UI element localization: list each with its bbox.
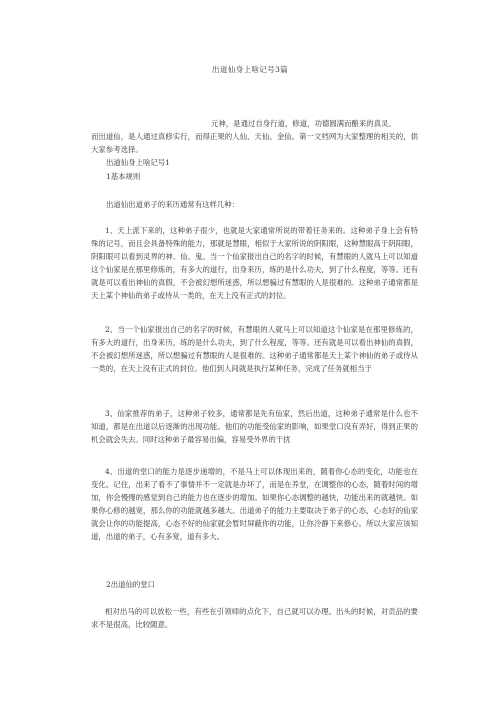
paragraph-1: 1、天上派下来的，这种弟子很少，也就是大家通常所说的带着任务来的。这种弟子身上会有特殊的记号，而且会具备特殊的能力，那就是慧眼，相似于大家所说的阴阳眼，这种慧眼高于阴阳眼，阴阳眼可以看到灵界的神、仙、鬼。当一个仙家报出自己的名字的时候，有慧眼的人就马上可以知道这个仙家是在那里修炼的，有多大的道行，出身来历，练的是什么功夫，到了什么程度，等等。还有就是可以看出神仙的真假，不会被幻想所迷惑，所以想骗过有慧眼的人是很难的。这种弟子通常都是天上某个神仙的弟子或侍从一类的，在天上没有正式的封位。 <box>91 226 418 301</box>
paragraph-5: 相对出马的可以放松一些，有些在引领师的点化下，自己就可以办理。出头的时候，对贡品的要求不是很高，比较随意。 <box>91 607 418 630</box>
paragraph-2: 2、当一个仙家报出自己的名字的时候，有慧眼的人就马上可以知道这个仙家是在那里修炼的，有多大的道行，出身来历，练的是什么功夫，到了什么程度，等等。还有就是可以看出神仙的真假，不会被幻想所迷惑，所以想骗过有慧眼的人是很难的。这种弟子通常都是天上某个神仙的弟子或侍从一类的，在天上没有正式的封位。他们到人间就是执行某种任务，完成了任务就相当于 <box>91 325 418 374</box>
subheading-1: 1基本规则 <box>106 172 141 181</box>
paragraph-3: 3、仙家推荐的弟子，这种弟子较多，通常都是先有仙家，然后出道，这种弟子通常是什么也不知道，都是在出道以后逐渐的出现功能。他们的功能受仙家的影响，如果堂口没有弄好，得到正果的机会就会失去。同时这种弟子最容易出偏，容易受外界的干扰 <box>91 409 418 445</box>
paragraph-4: 4、出道的堂口的能力是逐步递增的，不是马上可以体现出来的，随着你心态的变化，功能也在变化。记住，出来了看不了事情并不一定就是办坏了，而是在养堂，在调整你的心态，随着时间的增加，你会慢慢的感觉到自己的能力也在逐步的增加。如果你心态调整的越快，功能出来的就越快。如果你心修的越宽，那么你的功能就越多越大。出道弟子的能力主要取决于弟子的心态，心态好的仙家就会让你的功能提高，心态不好的仙家就会暂时屏蔽你的功能，让你冷静下来修心。所以大家应该知道，出道的弟子，心有多宽，道有多大。 <box>91 467 418 542</box>
intro-first-line: 元神，是通过自身行道，修道，功德圆满而酿来的真灵。 <box>211 119 396 128</box>
intro-paragraph <box>91 117 418 156</box>
heading-1: 出道仙身上啥记号1 <box>106 158 170 167</box>
intro-rest: 而出道仙，是人通过真修实行，而得正果的人仙、天仙、金仙。第一文档网为大家整理的相关的，供大家参考选择。 <box>91 132 418 155</box>
document-title: 出道仙身上啥记号3篇 <box>211 65 289 74</box>
heading-2: 2出道仙的堂口 <box>106 580 156 589</box>
lead-line: 出道仙出道弟子的来历通常有这样几种： <box>106 200 240 209</box>
